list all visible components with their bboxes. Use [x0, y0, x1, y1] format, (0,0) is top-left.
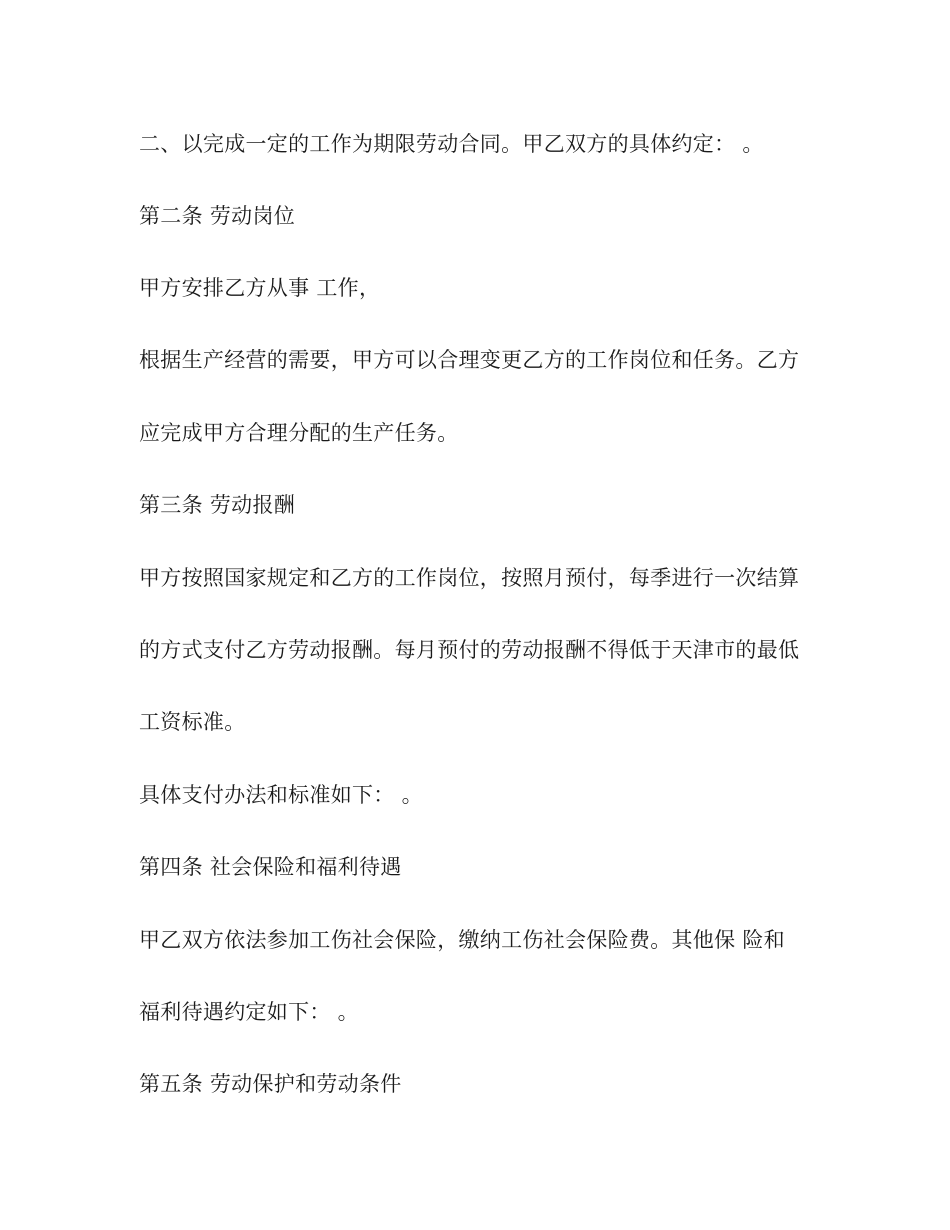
text-line: 具体支付办法和标准如下： 。 [139, 783, 423, 807]
text-line: 福利待遇约定如下： 。 [139, 1000, 359, 1024]
text-line: 应完成甲方合理分配的生产任务。 [139, 421, 459, 445]
text-line-contract-type: 二、以完成一定的工作为期限劳动合同。甲乙双方的具体约定： 。 [139, 132, 764, 156]
text-line: 根据生产经营的需要，甲方可以合理变更乙方的工作岗位和任务。乙方 [139, 348, 800, 372]
text-line: 甲方按照国家规定和乙方的工作岗位，按照月预付，每季进行一次结算 [139, 566, 800, 590]
text-line: 甲乙双方依法参加工伤社会保险，缴纳工伤社会保险费。其他保 险和 [139, 928, 785, 952]
text-line: 工资标准。 [139, 710, 246, 734]
text-line: 的方式支付乙方劳动报酬。每月预付的劳动报酬不得低于天津市的最低 [139, 638, 800, 662]
heading-article-2: 第二条 劳动岗位 [139, 204, 296, 228]
heading-article-3: 第三条 劳动报酬 [139, 493, 296, 517]
heading-article-5: 第五条 劳动保护和劳动条件 [139, 1072, 402, 1096]
text-line: 甲方安排乙方从事 工作， [139, 276, 381, 300]
heading-article-4: 第四条 社会保险和福利待遇 [139, 855, 402, 879]
